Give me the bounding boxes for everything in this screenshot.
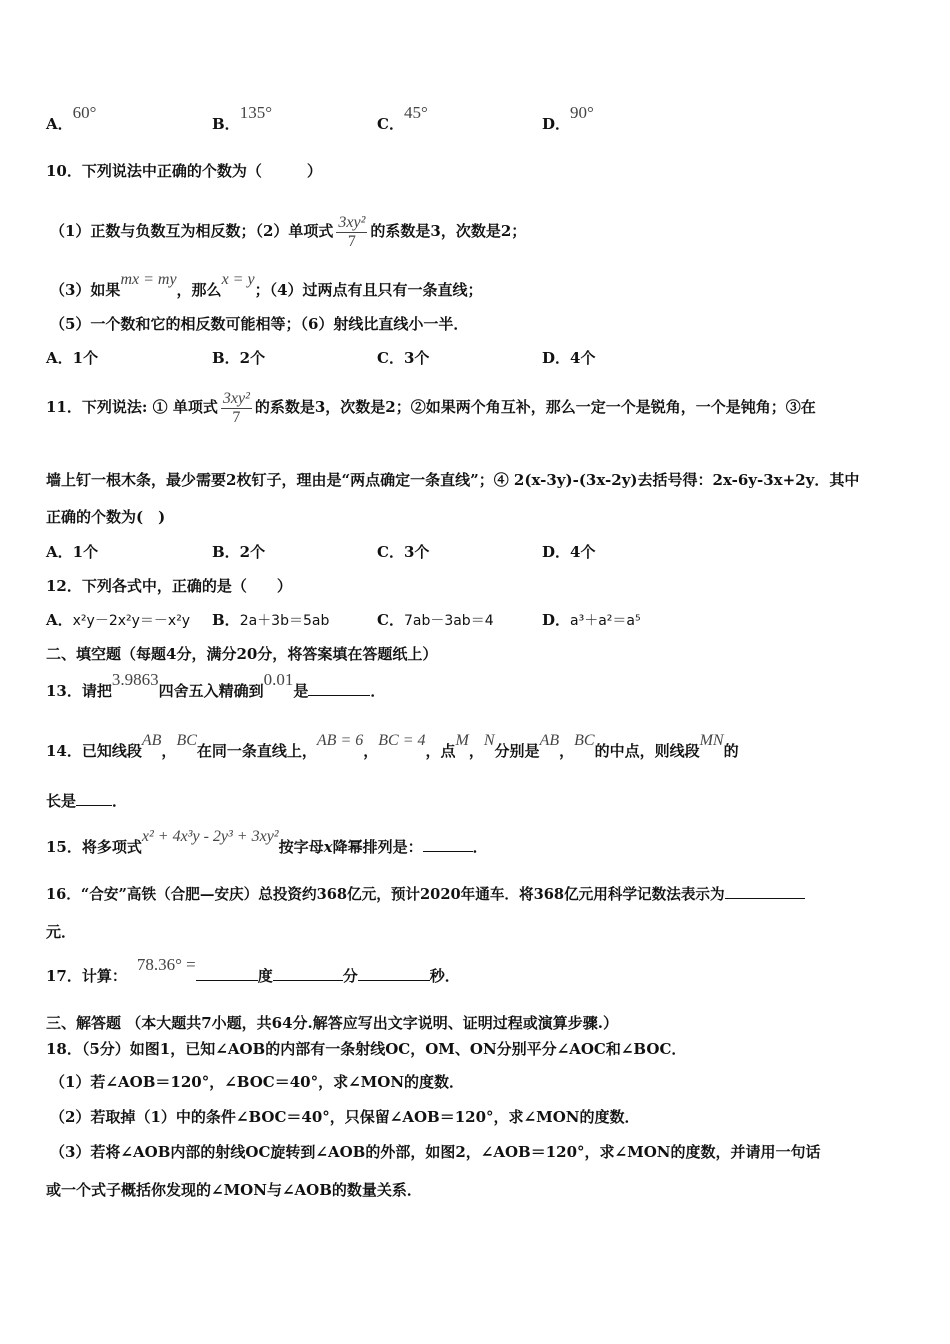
- q11-line-3: 正确的个数为( ): [46, 508, 166, 526]
- section-2-heading: 二、填空题（每题4分，满分20分，将答案填在答题纸上）: [46, 645, 438, 663]
- q11-option-c: C．3个: [377, 543, 430, 561]
- q10-stem: 10．下列说法中正确的个数为（ ）: [46, 162, 322, 180]
- q10-option-a: A．1个: [46, 349, 99, 367]
- q9-option-b: B．135°: [212, 103, 272, 133]
- q13-answer-blank: [308, 681, 370, 696]
- q10-option-c: C．3个: [377, 349, 430, 367]
- q13: 13．请把3.9863四舍五入精确到0.01是 ．: [46, 670, 386, 700]
- q17: 17．计算：78.36° =度 分 秒．: [46, 955, 460, 985]
- q18-part-2: （2）若取掉（1）中的条件∠BOC＝40°，只保留∠AOB＝120°，求∠MON的度数．: [50, 1108, 640, 1126]
- q14-line-1: 14．已知线段AB，BC在同一条直线上，AB = 6，BC = 4，点M，N分别是AB，BC的中点，则线段MN的: [46, 732, 739, 760]
- q12-option-a: A．x²y－2x²y＝－x²y: [46, 611, 191, 629]
- q12-stem: 12．下列各式中，正确的是（ ）: [46, 577, 292, 595]
- q17-degree-blank: [196, 966, 258, 981]
- q10-line-2: （3）如果mx = my，那么x = y；（4）过两点有且只有一条直线；: [50, 271, 483, 299]
- q11-fraction: $\frac{\text{3xy²}}{7}$: [222, 389, 250, 426]
- q11-option-d: D．4个: [542, 543, 596, 561]
- q10-line-1: （1）正数与负数互为相反数；（2）单项式 $\frac{\text{3xy²}}{7}$ 的系数是3，次数是2；: [50, 213, 527, 250]
- q11-option-b: B．2个: [212, 543, 266, 561]
- q18-stem: 18．（5分）如图1，已知∠AOB的内部有一条射线OC，OM、ON分别平分∠AOC和∠BOC．: [46, 1040, 687, 1058]
- q14-answer-blank: [76, 791, 112, 806]
- q14-line-2: 长是 ．: [46, 792, 128, 810]
- q16-line-2: 元．: [46, 923, 77, 941]
- q10-option-d: D．4个: [542, 349, 596, 367]
- q18-part-3-line-1: （3）若将∠AOB内部的射线OC旋转到∠AOB的外部，如图2，∠AOB＝120°，求∠MON的度数，并请用一句话: [50, 1143, 821, 1161]
- q9-option-d: D．90°: [542, 103, 594, 133]
- q12-option-c: C．7ab－3ab＝4: [377, 611, 494, 629]
- q17-second-blank: [358, 966, 430, 981]
- q11-option-a: A．1个: [46, 543, 99, 561]
- q16-answer-blank: [725, 884, 805, 899]
- q15: 15．将多项式x² + 4x³y - 2y³ + 3xy²按字母x降幂排列是： ．: [46, 828, 488, 856]
- q12-option-b: B．2a＋3b＝5ab: [212, 611, 330, 629]
- q10-fraction: $\frac{\text{3xy²}}{7}$: [338, 213, 366, 250]
- section-3-heading: 三、解答题 （本大题共7小题，共64分.解答应写出文字说明、证明过程或演算步骤.）: [46, 1014, 618, 1032]
- q12-option-d: D．a³＋a²＝a⁵: [542, 611, 641, 629]
- q10-option-b: B．2个: [212, 349, 266, 367]
- q16-line-1: 16．“合安”高铁（合肥—安庆）总投资约368亿元，预计2020年通车．将368亿元用科学记数法表示为: [46, 884, 805, 905]
- q10-line-3: （5）一个数和它的相反数可能相等；（6）射线比直线小一半．: [50, 315, 469, 333]
- q9-option-c: C．45°: [377, 103, 428, 133]
- q11-line-1: 11．下列说法: ① 单项式 $\frac{\text{3xy²}}{7}$ 的系数是3，次数是2；②如果两个角互补，那么一定一个是锐角，一个是钝角；③在: [46, 389, 816, 426]
- q9-option-a: A．60°: [46, 103, 97, 133]
- q15-answer-blank: [423, 837, 473, 852]
- q17-minute-blank: [273, 966, 343, 981]
- q11-line-2: 墙上钉一根木条，最少需要2枚钉子，理由是“两点确定一条直线”；④ 2(x-3y)-(3x-2y)去括号得：2x-6y-3x+2y．其中: [46, 471, 860, 489]
- q18-part-1: （1）若∠AOB＝120°，∠BOC＝40°，求∠MON的度数．: [50, 1073, 465, 1091]
- q18-part-3-line-2: 或一个式子概括你发现的∠MON与∠AOB的数量关系．: [46, 1181, 422, 1199]
